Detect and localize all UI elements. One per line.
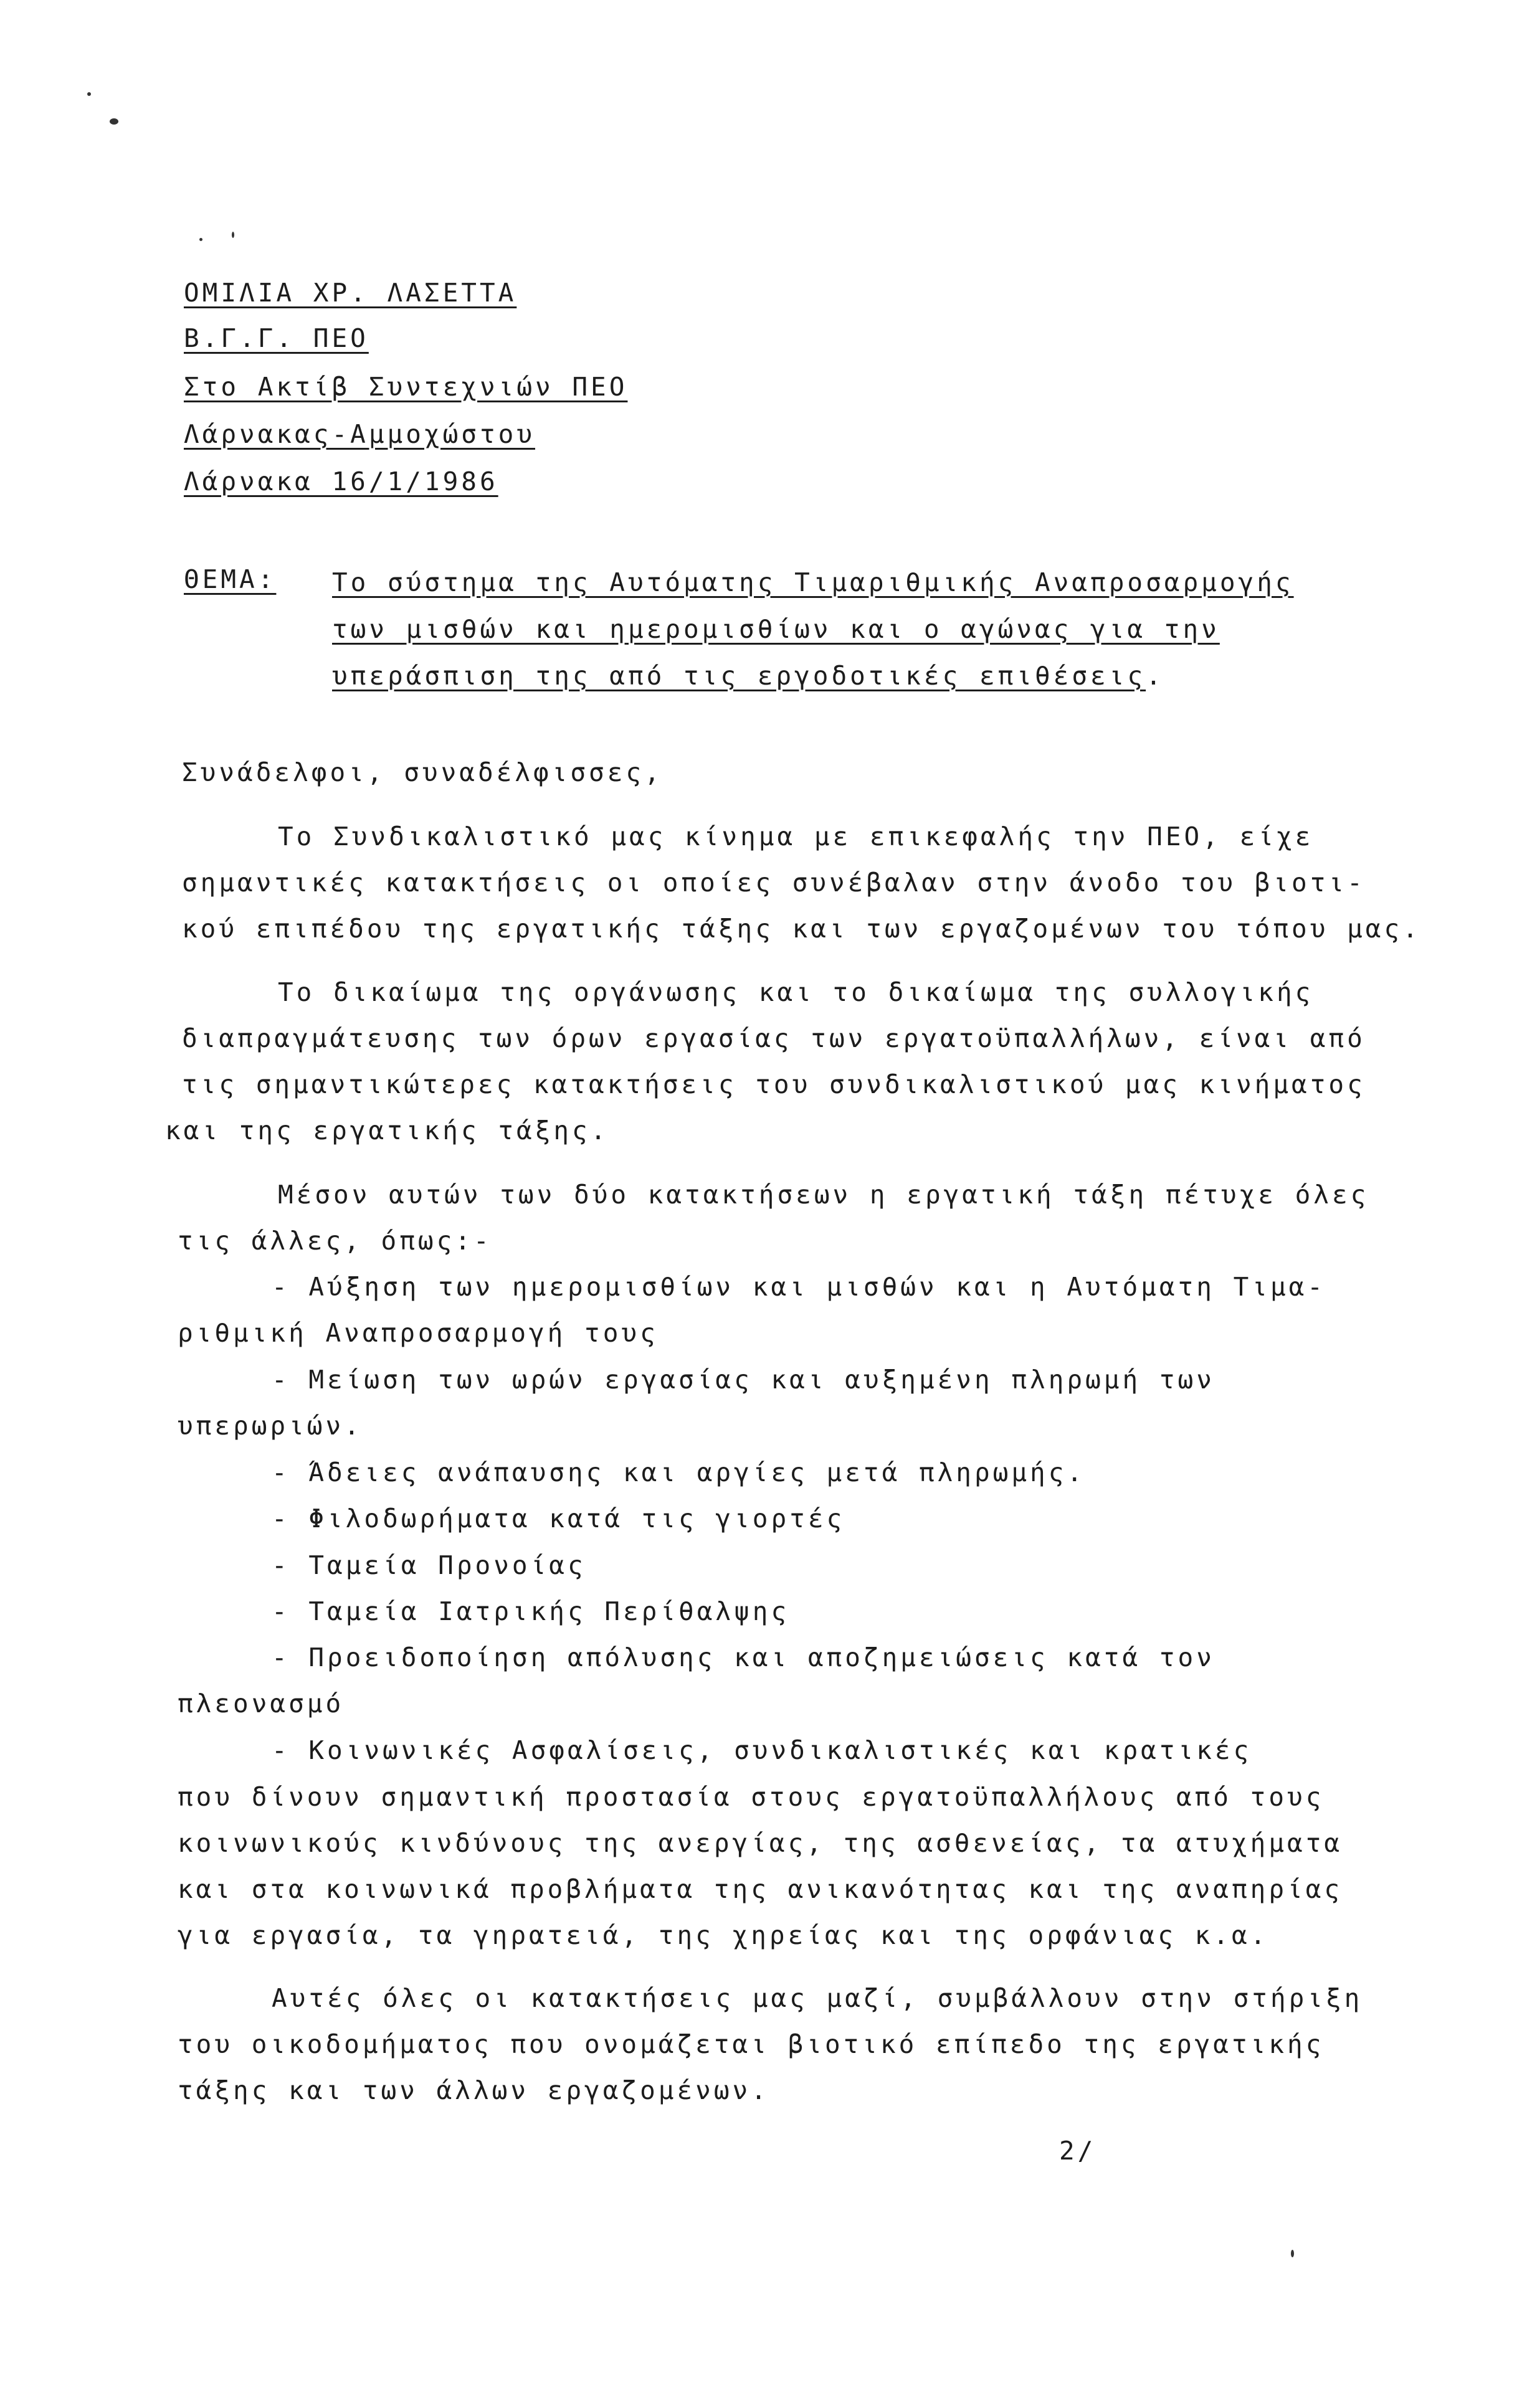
body-line: που δίνουν σημαντική προστασία στους εργατοϋπαλλήλους από τους [178,1782,1325,1812]
speaker-position: Β.Γ.Γ. ΠΕΟ [184,323,369,353]
scan-speck [199,238,202,241]
body-line: Το δικαίωμα της οργάνωσης και το δικαίωμα της συλλογικής [278,977,1314,1007]
list-item: - Αύξηση των ημερομισθίων και μισθών και η Αυτόματη Τιμα- [272,1272,1326,1302]
place-date: Λάρνακα 16/1/1986 [184,467,498,496]
scan-speck [87,92,91,96]
list-item: - Ταμεία Προνοίας [272,1550,586,1580]
greeting: Συνάδελφοι, συναδέλφισσες, [182,757,663,787]
body-line: και της εργατικής τάξης. [165,1116,609,1145]
body-line: κοινωνικούς κινδύνους της ανεργίας, της ασθενείας, τα ατυχήματα [178,1828,1343,1858]
body-line: υπερωριών. [178,1411,363,1441]
subject-line-2: των μισθών και ημερομισθίων και ο αγώνας για την [332,614,1220,644]
event-region: Λάρνακας-Αμμοχώστου [184,419,535,449]
body-line: για εργασία, τα γηρατειά, της χηρείας και της ορφάνιας κ.α. [178,1920,1269,1950]
body-line: Μέσον αυτών των δύο κατακτήσεων η εργατική τάξη πέτυχε όλες [278,1180,1369,1210]
subject-label: ΘΕΜΑ: [184,564,277,594]
body-line: και στα κοινωνικά προβλήματα της ανικανότητας και της αναπηρίας [178,1874,1343,1904]
scan-speck [1291,2250,1294,2257]
subject-line-3-end: . [1146,661,1164,691]
subject-line-3-text: υπεράσπιση της από τις εργοδοτικές επιθέσεις [332,661,1146,691]
list-item: - Κοινωνικές Ασφαλίσεις, συνδικαλιστικές και κρατικές [272,1735,1252,1765]
body-line: του οικοδομήματος που ονομάζεται βιοτικό επίπεδο της εργατικής [178,2029,1325,2059]
body-line: διαπραγμάτευσης των όρων εργασίας των εργατοϋπαλλήλων, είναι από [182,1023,1366,1053]
body-line: πλεονασμό [178,1689,345,1718]
body-line: τάξης και των άλλων εργαζομένων. [178,2075,769,2105]
list-item: - Φιλοδωρήματα κατά τις γιορτές [272,1504,845,1533]
body-line: σημαντικές κατακτήσεις οι οποίες συνέβαλαν στην άνοδο του βιοτι- [182,868,1366,898]
speech-title: ΟΜΙΛΙΑ ΧΡ. ΛΑΣΕΤΤΑ [184,278,517,308]
list-item: - Προειδοποίηση απόλυσης και αποζημειώσεις κατά τον [272,1642,1215,1672]
scan-speck [110,118,118,125]
body-line: κού επιπέδου της εργατικής τάξης και των εργαζομένων του τόπου μας. [182,914,1421,944]
page-number: 2/ [1059,2136,1096,2166]
list-item: - Μείωση των ωρών εργασίας και αυξημένη πληρωμή των [272,1365,1215,1395]
event-name: Στο Ακτίβ Συντεχνιών ΠΕΟ [184,372,628,402]
body-line: τις άλλες, όπως:- [178,1226,492,1256]
body-line: Το Συνδικαλιστικό μας κίνημα με επικεφαλής την ΠΕΟ, είχε [278,822,1314,851]
list-item: - Ταμεία Ιατρικής Περίθαλψης [272,1596,790,1626]
body-line: ριθμική Αναπροσαρμογή τους [178,1318,659,1348]
body-line: τις σημαντικώτερες κατακτήσεις του συνδικαλιστικού μας κινήματος [182,1069,1366,1099]
subject-line-1: Το σύστημα της Αυτόματης Τιμαριθμικής Αναπροσαρμογής [332,567,1294,597]
list-item: - Άδειες ανάπαυσης και αργίες μετά πληρωμής. [272,1458,1086,1487]
subject-line-3 [332,660,1164,691]
scan-speck [232,232,234,238]
body-line: Αυτές όλες οι κατακτήσεις μας μαζί, συμβάλλουν στην στήριξη [272,1983,1363,2013]
